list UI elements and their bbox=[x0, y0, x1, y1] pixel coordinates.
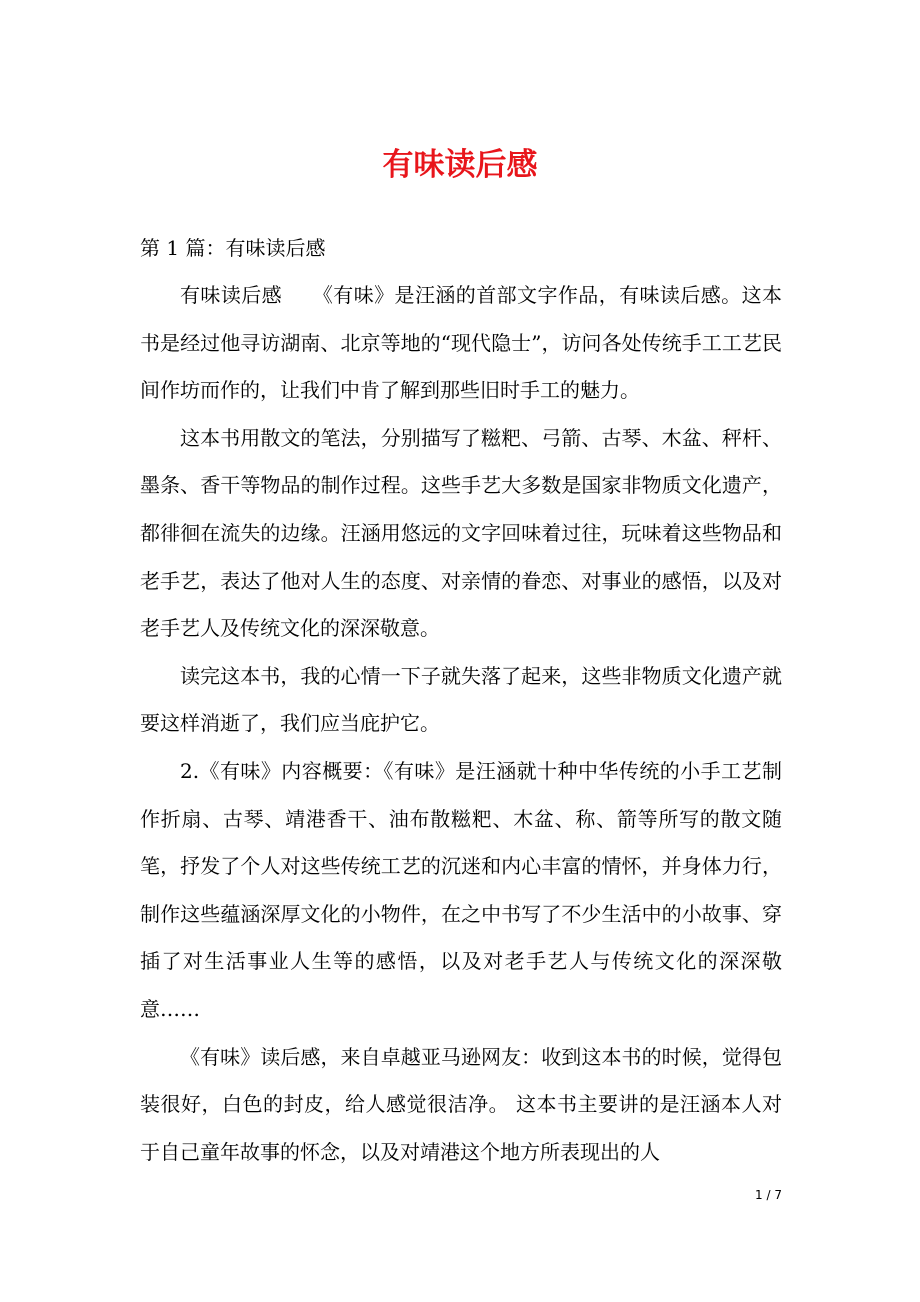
paragraph-4: 2.《有味》内容概要：《有味》是汪涵就十种中华传统的小手工艺制作折扇、古琴、靖港香干、油布散糍粑、木盆、称、箭等所写的散文随笔，抒发了个人对这些传统工艺的沉迷和内心丰富的情怀，并身体力行，制作这些蕴涵深厚文化的小物件，在之中书写了不少生活中的小故事、穿插了对生活事业人生等的感悟，以及对老手艺人与传统文化的深深敬意…… bbox=[140, 758, 782, 1021]
page-title: 有味读后感 bbox=[382, 147, 538, 183]
document-body bbox=[140, 225, 782, 1176]
paragraph-3: 读完这本书，我的心情一下子就失落了起来，这些非物质文化遗产就要这样消逝了，我们应当庇护它。 bbox=[140, 663, 782, 736]
paragraph-1: 有味读后感 《有味》是汪涵的首部文字作品，有味读后感。这本书是经过他寻访湖南、北京等地的“现代隐士”，访问各处传统手工工艺民间作坊而作的，让我们中肯了解到那些旧时手工的魅力。 bbox=[140, 283, 782, 403]
page-number: 1 / 7 bbox=[755, 1188, 782, 1202]
section-heading: 第 1 篇：有味读后感 bbox=[140, 236, 326, 260]
paragraph-5: 《有味》读后感，来自卓越亚马逊网友：收到这本书的时候，觉得包装很好，白色的封皮，给人感觉很洁净。 这本书主要讲的是汪涵本人对于自己童年故事的怀念，以及对靖港这个地方所表现出的人 bbox=[140, 1044, 782, 1164]
paragraph-2: 这本书用散文的笔法，分别描写了糍粑、弓箭、古琴、木盆、秤杆、墨条、香干等物品的制作过程。这些手艺大多数是国家非物质文化遗产，都徘徊在流失的边缘。汪涵用悠远的文字回味着过往，玩味着这些物品和老手艺，表达了他对人生的态度、对亲情的眷恋、对事业的感悟，以及对老手艺人及传统文化的深深敬意。 bbox=[140, 425, 782, 641]
